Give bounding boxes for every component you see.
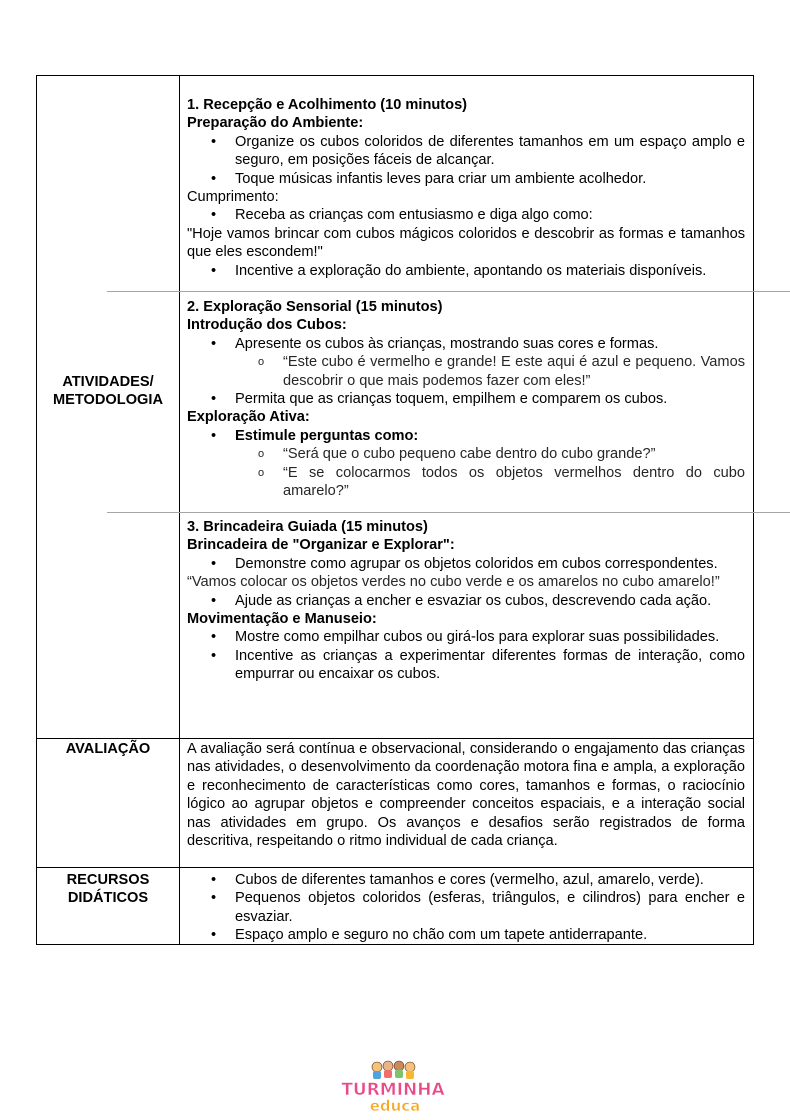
subheading: Exploração Ativa: — [187, 409, 310, 426]
quote-text: "Hoje vamos brincar com cubos mágicos coloridos e descobrir as formas e tamanhos que eles escondem!" — [187, 225, 745, 261]
subheading: Introdução dos Cubos: — [187, 317, 347, 334]
table-left-border — [36, 75, 37, 945]
list-item: • Apresente os cubos às crianças, mostrando suas cores e formas. — [211, 335, 659, 352]
section-divider-1 — [107, 291, 790, 292]
bullet-icon: • — [211, 262, 217, 279]
label-atividades: ATIVIDADES/ METODOLOGIA — [53, 374, 163, 408]
bullet-icon: • — [211, 872, 217, 888]
section-divider-2 — [107, 512, 790, 513]
subheading: Preparação do Ambiente: — [187, 115, 364, 132]
list-item: • Mostre como empilhar cubos ou girá-los para explorar suas possibilidades. — [211, 629, 720, 646]
circle-bullet-icon: o — [258, 448, 265, 461]
bullet-icon: • — [211, 927, 217, 944]
bullet-icon: • — [211, 647, 217, 664]
logo-text-educa: educa — [369, 1097, 421, 1115]
bullet-icon: • — [211, 629, 217, 646]
list-item: • Demonstre como agrupar os objetos coloridos em cubos correspondentes. — [211, 555, 718, 572]
bullet-icon: • — [211, 555, 217, 572]
bullet-icon: • — [211, 427, 217, 444]
row-border-recursos — [36, 867, 754, 868]
table-top-border — [36, 75, 754, 76]
section-title: 1. Recepção e Acolhimento (10 minutos) — [187, 97, 468, 113]
bullet-icon: • — [211, 890, 217, 907]
logo-text-turminha: TURMINHA — [341, 1080, 445, 1100]
bullet-icon: • — [211, 592, 217, 609]
sub-list-item: o “Será que o cubo pequeno cabe dentro do cubo grande?” — [258, 446, 656, 463]
circle-bullet-icon: o — [258, 466, 265, 479]
subheading: Brincadeira de "Organizar e Explorar": — [187, 537, 455, 554]
list-item: • Pequenos objetos coloridos (esferas, triângulos, e cilindros) para encher e esvaziar. — [211, 890, 745, 925]
label-recursos: RECURSOS DIDÁTICOS — [66, 872, 150, 906]
list-item: • Incentive a exploração do ambiente, apontando os materiais disponíveis. — [211, 262, 707, 279]
section-title: 2. Exploração Sensorial (15 minutos) — [187, 299, 443, 315]
subheading: Cumprimento: — [187, 189, 279, 206]
bullet-icon: • — [211, 170, 217, 187]
label-avaliacao: AVALIAÇÃO — [65, 741, 151, 757]
list-item: • Permita que as crianças toquem, empilhem e comparem os cubos. — [211, 391, 668, 408]
list-item: • Organize os cubos coloridos de diferentes tamanhos em um espaço amplo e seguro, em posições fáceis de alcançar. — [211, 133, 745, 169]
list-item: • Ajude as crianças a encher e esvaziar os cubos, descrevendo cada ação. — [211, 592, 712, 609]
avaliacao-paragraph: A avaliação será contínua e observacional, considerando o engajamento das crianças nas atividades, o desenvolvimento da coordenação motora fina e ampla, a exploração e reconhecimento de características como cores, tamanhos e formas, o raciocínio lógico ao agrupar objetos e compreender conceitos espaciais, e a interação social nas atividades em grupo. Os avanços e desafios serão registrados de forma descritiva, respeitando o ritmo individual de cada criança. — [187, 741, 745, 850]
bullet-icon: • — [211, 207, 217, 224]
list-item: • Toque músicas infantis leves para criar um ambiente acolhedor. — [211, 170, 647, 187]
sub-list-item: o “Este cubo é vermelho e grande! E este aqui é azul e pequeno. Vamos descobrir o que mais podemos fazer com eles!” — [258, 354, 745, 389]
sub-list-item: o “E se colocarmos todos os objetos vermelhos dentro do cubo amarelo?” — [258, 464, 745, 500]
list-item: • Estimule perguntas como: — [211, 427, 419, 444]
bullet-icon: • — [211, 335, 217, 352]
list-item: • Cubos de diferentes tamanhos e cores (vermelho, azul, amarelo, verde). — [211, 872, 704, 888]
list-item: • Incentive as crianças a experimentar diferentes formas de interação, como empurrar ou encaixar os cubos. — [211, 647, 745, 683]
circle-bullet-icon: o — [258, 356, 265, 369]
quote-text: “Vamos colocar os objetos verdes no cubo verde e os amarelos no cubo amarelo!” — [187, 574, 720, 591]
avaliacao-text — [187, 740, 745, 850]
section-brincadeira — [187, 518, 745, 684]
bullet-icon: • — [211, 391, 217, 408]
bullet-icon: • — [211, 133, 217, 150]
section-title: 3. Brincadeira Guiada (15 minutos) — [187, 519, 428, 535]
section-exploracao — [187, 298, 745, 500]
kids-illustration — [372, 1061, 415, 1079]
row-border-avaliacao — [36, 738, 754, 739]
table-divider — [179, 75, 180, 945]
table-right-border — [753, 75, 754, 945]
list-item: • Receba as crianças com entusiasmo e diga algo como: — [211, 207, 593, 224]
recursos-list — [187, 871, 745, 945]
turminha-educa-logo — [333, 1058, 453, 1116]
list-item: • Espaço amplo e seguro no chão com um tapete antiderrapante. — [211, 927, 648, 944]
subheading: Movimentação e Manuseio: — [187, 611, 377, 628]
section-recepcao — [187, 96, 745, 280]
